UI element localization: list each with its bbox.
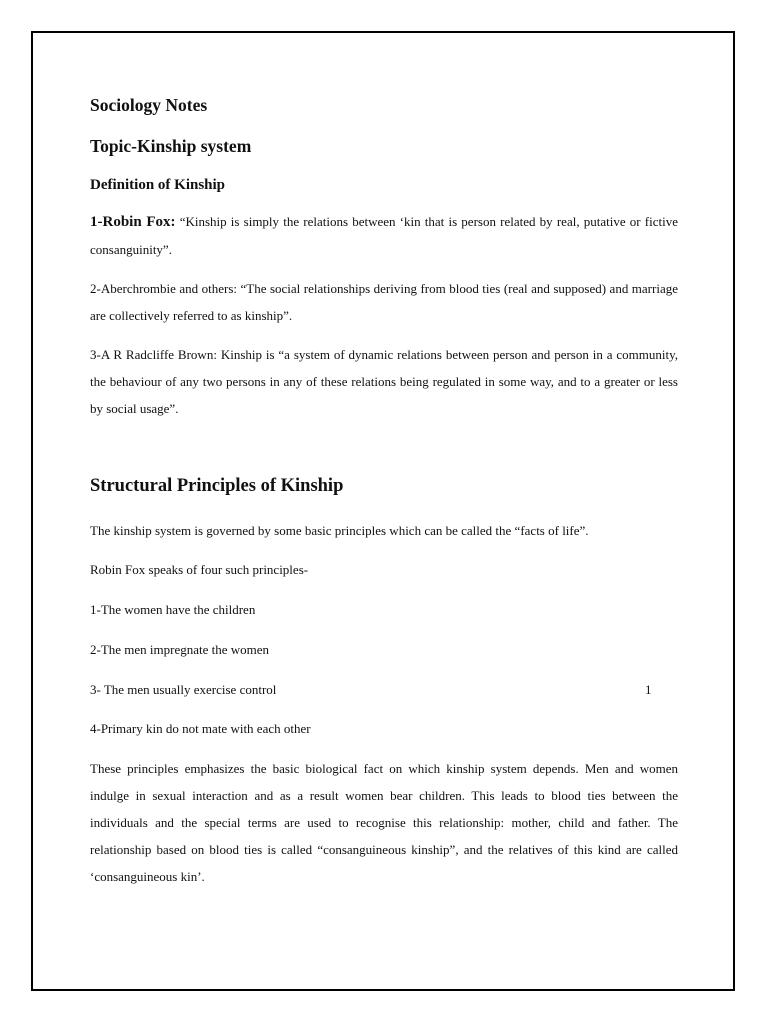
definition-lead: 1-Robin Fox:	[90, 214, 176, 230]
definition-aberchrombie: 2-Aberchrombie and others: “The social relationships deriving from blood ties (real and supposed) and marriage are collectively referred to as kinship”.	[90, 281, 678, 323]
document-title: Sociology Notes	[90, 95, 208, 115]
definition-robin-fox	[90, 208, 678, 263]
definition-text: “Kinship is simply the relations between ‘kin that is person related by real, putative or fictive consanguinity”.	[90, 214, 678, 257]
topic-heading: Topic-Kinship system	[90, 136, 252, 156]
page-number: 1	[645, 682, 652, 697]
section-heading: Structural Principles of Kinship	[90, 476, 344, 496]
definition-radcliffe-brown: 3-A R Radcliffe Brown: Kinship is “a system of dynamic relations between person and person in a community, the behaviour of any two persons in any of these relations being regulated in some way, and to a greater or less by social usage”.	[90, 347, 678, 416]
intro-paragraph: The kinship system is governed by some basic principles which can be called the “facts of life”.	[90, 523, 589, 538]
closing-paragraph: These principles emphasizes the basic biological fact on which kinship system depends. Men and women indulge in sexual interaction and as a result women bear children. This leads to blood ties between the individuals and the special terms are used to recognise this relationship: mother, child and father. The relationship based on blood ties is called “consanguineous kinship”, and the relatives of this kind are called ‘consanguineous kin’.	[90, 761, 678, 884]
principle-item: 1-The women have the children	[90, 602, 256, 617]
principle-item: 2-The men impregnate the women	[90, 642, 270, 657]
fox-principles-line: Robin Fox speaks of four such principles-	[90, 562, 309, 577]
principle-item: 3- The men usually exercise control	[90, 682, 277, 697]
definition-heading: Definition of Kinship	[90, 177, 226, 193]
principle-item: 4-Primary kin do not mate with each other	[90, 721, 311, 736]
